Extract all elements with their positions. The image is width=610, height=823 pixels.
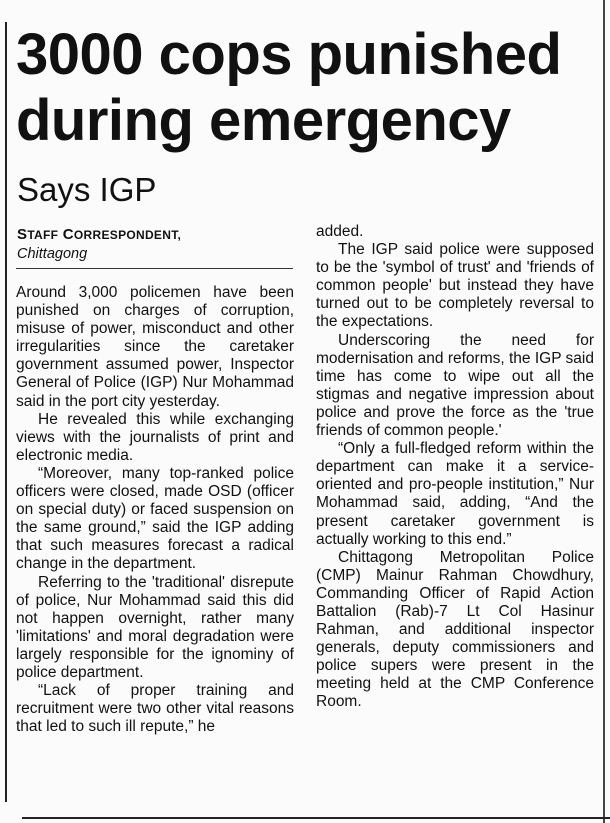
paragraph: The IGP said police were supposed to be the 'symbol of trust' and 'friends of common people' but instead they have turned out to be completely reversal to the expectations.: [316, 241, 594, 331]
right-column-rule: [603, 0, 605, 823]
article-column-left: [16, 284, 294, 736]
dateline: Chittagong: [17, 246, 88, 262]
paragraph: Around 3,000 policemen have been punished on charges of corruption, misuse of power, misconduct and other irregularities since the caretaker government assumed power, Inspector General of Police (IGP) Nur Mohammad said in the port city yesterday.: [16, 284, 294, 410]
paragraph: “Lack of proper training and recruitment were two other vital reasons that led to such ill repute,” he: [16, 682, 294, 736]
headline-line-2: during emergency: [16, 88, 511, 153]
headline-line-1: 3000 cops punished: [16, 22, 562, 87]
paragraph: Referring to the 'traditional' disrepute of police, Nur Mohammad said this did not happen overnight, rather many 'limitations' and moral degradation were largely responsible for the ignominy of police department.: [16, 573, 294, 681]
paragraph: Chittagong Metropolitan Police (CMP) Mainur Rahman Chowdhury, Commanding Officer of Rapid Action Battalion (Rab)-7 Lt Col Hasinur Rahman, and additional inspector generals, deputy commissioners and police supers were present in the meeting held at the CMP Conference Room.: [316, 548, 594, 711]
byline-rule: [16, 268, 293, 269]
headline: [16, 22, 601, 154]
bottom-rule: [22, 817, 610, 819]
paragraph: added.: [316, 223, 364, 240]
paragraph: Underscoring the need for modernisation and reforms, the IGP said time has come to wipe out all the stigmas and negative impression about police and prove the force as the 'true friends of common people.': [316, 331, 594, 440]
paragraph: “Only a full-fledged reform within the department can make it a service-oriented and pro-people institution,” Nur Mohammad said, adding, “And the present caretaker government is actually working to this end.”: [316, 440, 594, 548]
byline-text: STAFF CORRESPONDENT,: [17, 226, 182, 243]
byline: [17, 226, 181, 244]
left-column-rule: [5, 22, 7, 802]
article-column-right: [316, 223, 594, 712]
page-top-margin: [0, 0, 610, 5]
paragraph: “Moreover, many top-ranked police officers were closed, made OSD (officer on special duty) or faced suspension on the same ground,” said the IGP adding that such measures forecast a radical change in the department.: [16, 464, 294, 573]
paragraph: He revealed this while exchanging views with the journalists of print and electronic media.: [16, 410, 294, 464]
subheadline: Says IGP: [17, 171, 157, 208]
